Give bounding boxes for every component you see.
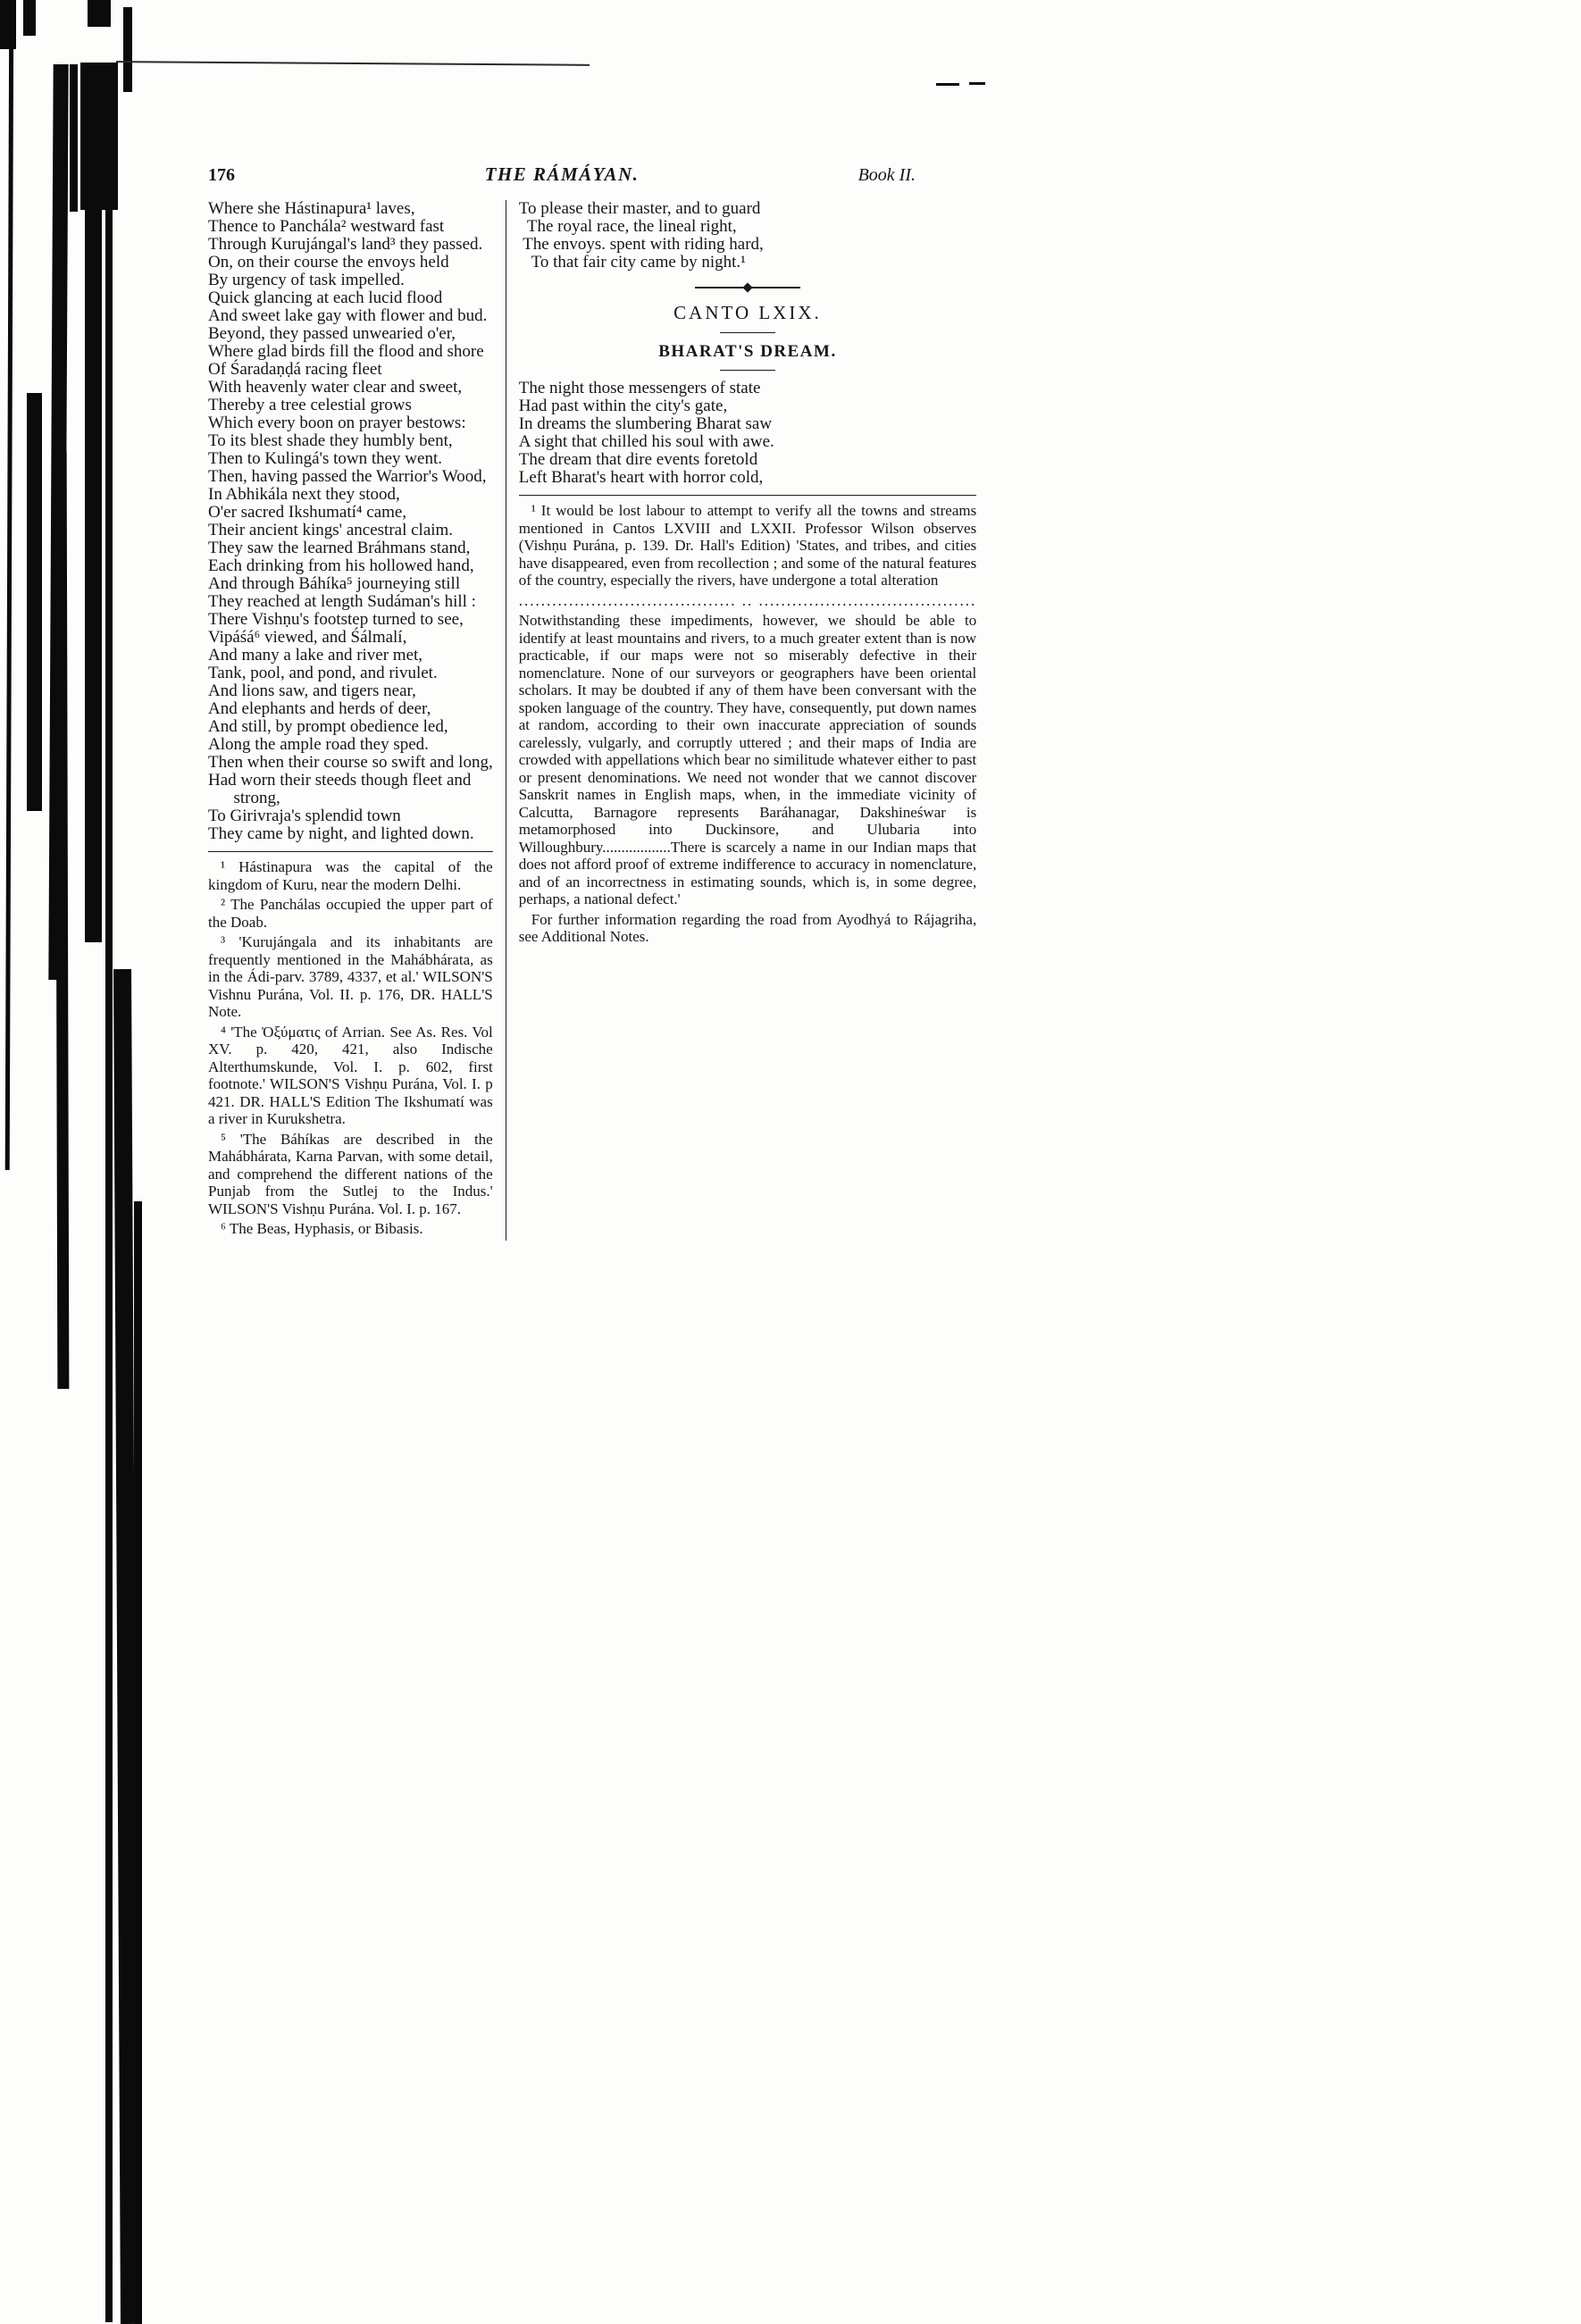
poem-line: By urgency of task impelled.: [208, 271, 405, 289]
footnote-separator: [519, 495, 977, 496]
book-page: [208, 163, 977, 1241]
poem-line: Quick glancing at each lucid flood: [208, 288, 443, 307]
poem-line: In Abhikála next they stood,: [208, 485, 400, 504]
poem-line: They came by night, and lighted down.: [208, 824, 474, 843]
poem-line: Had past within the city's gate,: [518, 397, 728, 415]
poem-line: A sight that chilled his soul with awe.: [518, 432, 774, 451]
poem-line: With heavenly water clear and sweet,: [208, 378, 463, 397]
poem-line: Vipáśá⁶ viewed, and Śálmalí,: [208, 628, 407, 647]
scan-artifact: [134, 1201, 142, 2324]
dotted-line: ....................................... .. .......................................: [518, 591, 977, 609]
poem-line: Left Bharat's heart with horror cold,: [518, 468, 764, 487]
heading-rule: [720, 332, 775, 333]
poem-line: Then, having passed the Warrior's Wood,: [208, 467, 487, 486]
poem-line: The night those messengers of state: [518, 379, 761, 397]
right-poem: [519, 200, 977, 272]
scan-artifact: [5, 0, 14, 1170]
scan-artifact: [55, 451, 70, 1389]
poem-line: In dreams the slumbering Bharat saw: [518, 414, 773, 433]
poem-line: Then to Kulingá's town they went.: [208, 449, 442, 468]
left-footnotes: [208, 858, 493, 1238]
poem-line: There Vishṇu's footstep turned to see,: [208, 610, 464, 629]
poem-line: The royal race, the lineal right,: [518, 217, 737, 236]
poem-line: And lions saw, and tigers near,: [208, 681, 416, 700]
scan-artifact: [85, 210, 102, 942]
poem-line: Where glad birds fill the flood and shore: [208, 342, 484, 361]
poem-line: Tank, pool, and pond, and rivulet.: [208, 664, 438, 682]
poem-line: To its blest shade they humbly bent,: [208, 431, 453, 450]
canto-body: [519, 380, 977, 487]
footnote: ³ 'Kurujángala and its inhabitants are frequently mentioned in the Mahábhárata, as in the Ádi-parv. 3789, 4337, et al.' WILSON'S Vishnu Purána, Vol. II. p. 176, DR. HALL'S Note.: [208, 933, 493, 1020]
footnote-paragraph: For further information regarding the road from Ayodhyá to Rájagriha, see Additional Notes.: [518, 910, 977, 945]
footnote: ⁴ 'The Ὀξύματις of Arrian. See As. Res. Vol XV. p. 420, 421, also Indische Alterthumskunde, Vol. I. p. 602, first footnote.' WILSON'S Vishṇu Purána, Vol. I. p 421. DR. HALL'S Edition The Ikshumatí was a river in Kurukshetra.: [208, 1023, 493, 1127]
poem-line: And still, by prompt obedience led,: [208, 717, 448, 736]
poem-line: And many a lake and river met,: [208, 646, 423, 665]
poem-line: They reached at length Sudáman's hill :: [208, 592, 476, 611]
poem-line: strong,: [208, 789, 280, 807]
poem-line: Which every boon on prayer bestows:: [208, 414, 466, 432]
footnote-paragraph: ¹ It would be lost labour to attempt to verify all the towns and streams mentioned in Cantos LXVIII and LXXII. Professor Wilson observes (Vishṇu Purána, p. 139. Dr. Hall's Edition) 'States, and tribes, and cities have disappeared, even from recollection ; and some of the natural features of the country, especially the rivers, have undergone a total alteration: [518, 502, 977, 589]
book-label: Book II.: [857, 165, 916, 185]
title-rule: [720, 370, 775, 371]
poem-line: The dream that dire events foretold: [518, 450, 758, 469]
scan-artifact: [0, 0, 16, 49]
footnote: ¹ Hástinapura was the capital of the kingdom of Kuru, near the modern Delhi.: [208, 858, 493, 893]
poem-line: On, on their course the envoys held: [208, 253, 449, 272]
poem-line: They saw the learned Bráhmans stand,: [208, 539, 471, 557]
poem-line: And sweet lake gay with flower and bud.: [208, 306, 488, 325]
scan-artifact: [936, 83, 959, 86]
poem-line: Along the ample road they sped.: [208, 735, 429, 754]
scan-artifact: [88, 0, 111, 27]
poem-line: To that fair city came by night.¹: [518, 253, 746, 272]
poem-line: And through Báhíka⁵ journeying still: [208, 574, 461, 593]
poem-line: Then when their course so swift and long,: [208, 753, 493, 772]
scan-artifact: [23, 0, 36, 36]
right-column: [506, 200, 977, 1241]
footnote: ⁵ 'The Báhíkas are described in the Mahábhárata, Karna Parvan, with some detail, and comprehend the different nations of the Punjab from the Sutlej to the Indus.' WILSON'S Vishṇu Purána. Vol. I. p. 167.: [208, 1130, 493, 1217]
poem-line: O'er sacred Ikshumatí⁴ came,: [208, 503, 407, 522]
page-title: THE RÁMÁYAN.: [484, 163, 640, 185]
poem-line: Their ancient kings' ancestral claim.: [208, 521, 454, 539]
poem-line: Thereby a tree celestial grows: [208, 396, 412, 414]
text-columns: [208, 199, 977, 1241]
footnote-separator: [208, 851, 493, 852]
poem-line: To Girivraja's splendid town: [208, 807, 401, 825]
poem-line: Each drinking from his hollowed hand,: [208, 556, 474, 575]
poem-line: To please their master, and to guard: [518, 199, 761, 218]
poem-line: Had worn their steeds though fleet and: [208, 771, 472, 790]
footnote-paragraph: Notwithstanding these impediments, however, we should be able to identify at least mountains and rivers, to a much greater extent than is now practicable, if our maps were not so miserably defective in their nomenclature. None of our surveyors or geographers have been oriental scholars. It may be doubted if any of them have been conversant with the spoken language of the country. They have, consequently, put down names at random, according to their own inaccurate appreciation of sounds carelessly, vulgarly, and corruptly uttered ; and their maps of India are crowded with appellations which bear no similitude whatever either to past or present denominations. We need not wonder that we cannot discover Sanskrit names in English maps, when, in the immediate vicinity of Calcutta, Barnagore represents Baráhanagar, Dakshineśwar is metamorphosed into Duckinsore, and Ulubaria into Willoughbury..................There is scarcely a name in our Indian maps that does not afford proof of extreme indifference to accuracy in nomenclature, and of an incorrectness in estimating sounds, which is, in some degree, perhaps, a national defect.': [518, 612, 977, 907]
footnote: ² The Panchálas occupied the upper part of the Doab.: [208, 896, 493, 931]
section-ornament: [695, 287, 800, 288]
poem-line: Of Śaradaṇḍá racing fleet: [208, 360, 382, 379]
scan-artifact: [27, 393, 42, 811]
poem-line: The envoys. spent with riding hard,: [518, 235, 764, 254]
scan-artifact: [70, 64, 78, 212]
scan-artifact: [969, 82, 985, 85]
poem-line: Where she Hástinapura¹ laves,: [208, 199, 415, 218]
canto-title: BHARAT'S DREAM.: [658, 342, 837, 361]
left-poem: [208, 200, 493, 843]
left-column: [208, 200, 506, 1241]
poem-line: Thence to Panchála² westward fast: [208, 217, 445, 236]
poem-line: And elephants and herds of deer,: [208, 699, 431, 718]
footnote: ⁶ The Beas, Hyphasis, or Bibasis.: [221, 1220, 423, 1237]
poem-line: Through Kurujángal's land³ they passed.: [208, 235, 483, 254]
scan-artifact: [123, 7, 132, 92]
running-head: [208, 163, 916, 186]
scan-artifact: [105, 63, 113, 2322]
scan-artifact: [116, 61, 590, 66]
poem-line: Beyond, they passed unwearied o'er,: [208, 324, 456, 343]
page-number: 176: [208, 165, 235, 185]
canto-heading: CANTO LXIX.: [673, 302, 822, 323]
